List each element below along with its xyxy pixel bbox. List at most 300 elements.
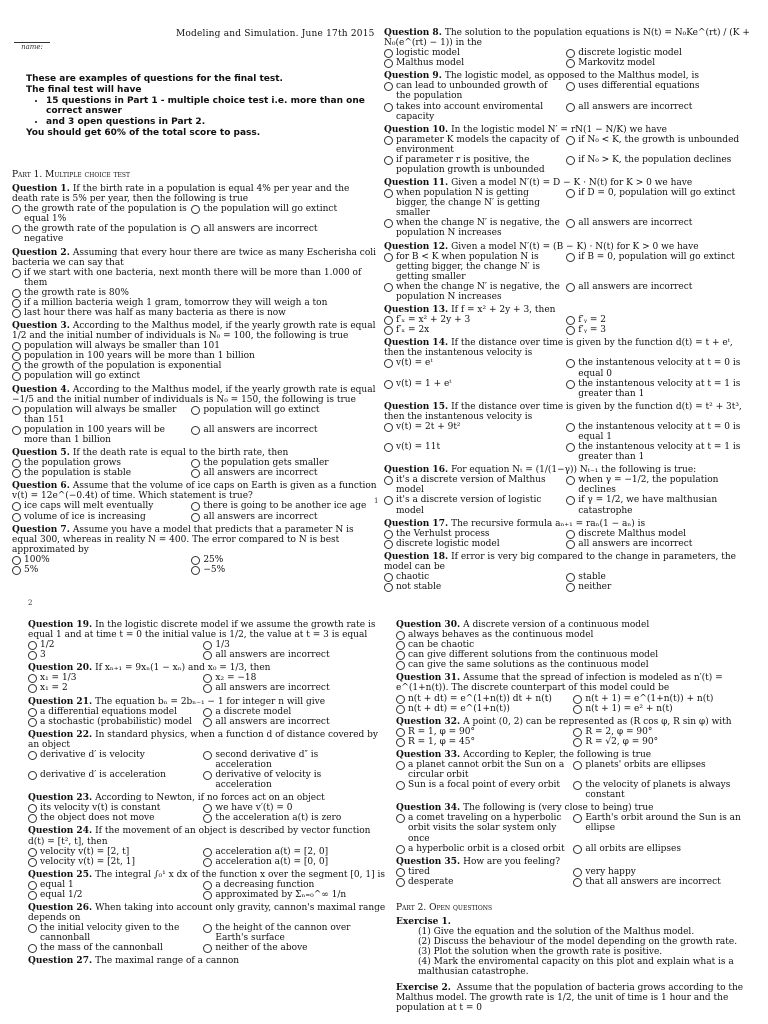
answer-option-label: it's a discrete version of logistic model [396, 495, 542, 516]
question-text: If f = x² + 2y + 3, then [451, 305, 556, 316]
answer-option[interactable] [191, 468, 367, 478]
answer-option[interactable] [566, 475, 745, 495]
question-number: Question 31. [396, 673, 461, 684]
radio-circle-icon[interactable] [203, 814, 212, 823]
answer-option[interactable] [12, 351, 372, 361]
answer-option[interactable] [203, 750, 375, 770]
radio-circle-icon[interactable] [396, 695, 405, 704]
radio-circle-icon[interactable] [396, 641, 405, 650]
answer-option[interactable] [566, 218, 745, 238]
radio-circle-icon[interactable] [12, 426, 21, 435]
answer-option[interactable] [573, 867, 747, 877]
radio-circle-icon[interactable] [203, 651, 212, 660]
radio-circle-icon[interactable] [566, 326, 575, 335]
answer-option[interactable] [12, 298, 372, 308]
radio-circle-icon[interactable] [28, 718, 37, 727]
radio-circle-icon[interactable] [203, 771, 212, 780]
page1-right-column [384, 28, 756, 595]
radio-circle-icon[interactable] [28, 944, 37, 953]
radio-circle-icon[interactable] [566, 476, 575, 485]
answer-option[interactable] [12, 371, 372, 381]
radio-circle-icon[interactable] [396, 631, 405, 640]
answer-option[interactable] [384, 48, 563, 58]
answer-option[interactable] [384, 58, 563, 68]
answer-option[interactable] [384, 475, 563, 495]
answer-option[interactable] [396, 844, 570, 854]
radio-circle-icon[interactable] [28, 848, 37, 857]
answer-option-label: n(t + 1) = e² + n(t) [585, 703, 673, 714]
answer-option-label: population in 100 years will be more than 1 billion [24, 424, 165, 445]
radio-circle-icon[interactable] [566, 496, 575, 505]
answer-option[interactable] [203, 650, 375, 660]
radio-circle-icon[interactable] [191, 426, 200, 435]
question-14 [384, 338, 756, 398]
answer-option-label: n(t + 1) = e^(1+n(t)) + n(t) [585, 693, 714, 704]
answer-option[interactable] [384, 102, 563, 122]
question-text: In the logistic model N′ = rN(1 − N/K) we have [451, 124, 667, 135]
radio-circle-icon[interactable] [566, 316, 575, 325]
radio-circle-icon[interactable] [396, 781, 405, 790]
radio-circle-icon[interactable] [12, 502, 21, 511]
answer-option-label: f′ₓ = x² + 2y + 3 [396, 315, 471, 326]
answer-option[interactable] [573, 877, 747, 887]
intro-bullet: • 15 questions in Part 1 - multiple choice test i.e. more than one correct answer [46, 96, 378, 118]
radio-circle-icon[interactable] [191, 459, 200, 468]
radio-circle-icon[interactable] [191, 205, 200, 214]
radio-circle-icon[interactable] [384, 136, 393, 145]
answer-option[interactable] [566, 135, 745, 155]
answer-option[interactable] [203, 770, 375, 790]
answer-option-label: the population gets smaller [203, 458, 329, 469]
question-text: If the birth rate in a population is equal 4% per year and the death rate is 5% per year, then the following is true [12, 184, 350, 205]
radio-circle-icon[interactable] [384, 59, 393, 68]
question-text: Assume that the spread of infection is modeled as n′(t) = e^(1+n(t)). The discrete counterpart of this model could be [396, 673, 723, 694]
answer-option-label: the population will go extinct [203, 204, 338, 215]
answer-option[interactable] [566, 315, 745, 325]
radio-circle-icon[interactable] [566, 49, 575, 58]
radio-circle-icon[interactable] [12, 362, 21, 371]
radio-circle-icon[interactable] [28, 881, 37, 890]
radio-circle-icon[interactable] [573, 738, 582, 747]
answer-option[interactable] [566, 282, 745, 302]
radio-circle-icon[interactable] [203, 858, 212, 867]
radio-circle-icon[interactable] [566, 103, 575, 112]
radio-circle-icon[interactable] [28, 651, 37, 660]
radio-circle-icon[interactable] [28, 814, 37, 823]
question-number: Question 3. [12, 321, 70, 332]
answer-option[interactable] [566, 48, 745, 58]
radio-circle-icon[interactable] [384, 496, 393, 505]
answer-option-label: if a million bacteria weigh 1 gram, tomorrow they will weigh a ton [24, 297, 328, 308]
radio-circle-icon[interactable] [203, 891, 212, 900]
radio-circle-icon[interactable] [12, 299, 21, 308]
radio-circle-icon[interactable] [28, 674, 37, 683]
radio-circle-icon[interactable] [573, 705, 582, 714]
answer-option-label: all answers are incorrect [215, 716, 330, 727]
radio-circle-icon[interactable] [566, 423, 575, 432]
answer-option[interactable] [28, 673, 200, 683]
answer-option[interactable] [396, 737, 570, 747]
radio-circle-icon[interactable] [396, 868, 405, 877]
radio-circle-icon[interactable] [191, 406, 200, 415]
answer-option[interactable] [566, 379, 745, 399]
radio-circle-icon[interactable] [573, 781, 582, 790]
answer-option[interactable] [573, 737, 747, 747]
answer-option[interactable] [384, 218, 563, 238]
answer-option[interactable] [384, 442, 563, 462]
answer-option-label: can give the same solutions as the continuous model [408, 660, 649, 671]
answer-option[interactable] [28, 813, 200, 823]
radio-circle-icon[interactable] [566, 253, 575, 262]
answer-option[interactable] [203, 890, 375, 900]
answer-option[interactable] [573, 694, 747, 704]
answer-option-label: population will always be smaller than 101 [24, 341, 220, 352]
radio-circle-icon[interactable] [203, 804, 212, 813]
answer-option[interactable] [12, 268, 372, 288]
answer-option-label: Sun is a focal point of every orbit [408, 780, 561, 791]
radio-circle-icon[interactable] [191, 225, 200, 234]
answer-option-label: chaotic [396, 571, 430, 582]
answer-option-label: acceleration a(t) = [0, 0] [215, 856, 329, 867]
page2-left-column [28, 620, 386, 970]
radio-circle-icon[interactable] [573, 868, 582, 877]
radio-circle-icon[interactable] [12, 289, 21, 298]
radio-circle-icon[interactable] [396, 845, 405, 854]
answer-option[interactable] [191, 405, 367, 425]
radio-circle-icon[interactable] [384, 443, 393, 452]
radio-circle-icon[interactable] [566, 359, 575, 368]
answer-option[interactable] [573, 704, 747, 714]
answer-option-label: stable [578, 571, 606, 582]
page-header-title: Modeling and Simulation. June 17th 2015 [176, 29, 375, 39]
radio-circle-icon[interactable] [384, 49, 393, 58]
radio-circle-icon[interactable] [566, 219, 575, 228]
answer-option[interactable] [203, 717, 375, 727]
radio-circle-icon[interactable] [566, 283, 575, 292]
radio-circle-icon[interactable] [384, 82, 393, 91]
question-number: Question 32. [396, 716, 461, 727]
radio-circle-icon[interactable] [566, 380, 575, 389]
radio-circle-icon[interactable] [203, 881, 212, 890]
answer-option[interactable] [28, 640, 200, 650]
answer-options [396, 760, 758, 800]
radio-circle-icon[interactable] [384, 219, 393, 228]
answer-option[interactable] [28, 943, 200, 953]
radio-circle-icon[interactable] [12, 205, 21, 214]
question-25 [28, 870, 386, 900]
radio-circle-icon[interactable] [384, 326, 393, 335]
radio-circle-icon[interactable] [384, 476, 393, 485]
radio-circle-icon[interactable] [396, 738, 405, 747]
answer-option[interactable] [28, 803, 200, 813]
radio-circle-icon[interactable] [12, 309, 21, 318]
radio-circle-icon[interactable] [396, 878, 405, 887]
answer-option-label: population in 100 years will be more than 1 billion [24, 351, 255, 362]
radio-circle-icon[interactable] [203, 944, 212, 953]
answer-option[interactable] [203, 673, 375, 683]
radio-circle-icon[interactable] [566, 59, 575, 68]
radio-circle-icon[interactable] [28, 771, 37, 780]
answer-option-label: a stochastic (probabilistic) model [40, 716, 193, 727]
radio-circle-icon[interactable] [203, 674, 212, 683]
answer-option[interactable] [12, 468, 188, 478]
radio-circle-icon[interactable] [573, 761, 582, 770]
radio-circle-icon[interactable] [384, 423, 393, 432]
answer-option[interactable] [12, 361, 372, 371]
answer-option-label: if D = 0, population will go extinct [578, 188, 736, 199]
answer-option[interactable] [566, 188, 745, 218]
answer-option[interactable] [12, 405, 188, 425]
answer-option[interactable] [203, 683, 375, 693]
radio-circle-icon[interactable] [396, 661, 405, 670]
answer-option[interactable] [28, 717, 200, 727]
answer-option-label: the growth of the population is exponential [24, 361, 222, 372]
answer-option[interactable] [28, 923, 200, 943]
radio-circle-icon[interactable] [396, 814, 405, 823]
question-text: Assume that the volume of ice caps on Earth is given as a function v(t) = 12e^(−0.4t) of time. Which statement is true? [12, 481, 377, 502]
question-30 [396, 620, 758, 670]
radio-circle-icon[interactable] [573, 814, 582, 823]
question-27 [28, 956, 386, 966]
answer-option[interactable] [12, 224, 188, 244]
answer-option[interactable] [384, 282, 563, 302]
radio-circle-icon[interactable] [28, 804, 37, 813]
answer-option[interactable] [28, 707, 200, 717]
answer-option[interactable] [573, 844, 747, 854]
radio-circle-icon[interactable] [12, 225, 21, 234]
answer-option-label: Malthus model [396, 58, 465, 69]
answer-option[interactable] [191, 224, 367, 244]
radio-circle-icon[interactable] [203, 848, 212, 857]
radio-circle-icon[interactable] [396, 761, 405, 770]
radio-circle-icon[interactable] [12, 372, 21, 381]
radio-circle-icon[interactable] [28, 751, 37, 760]
answer-option[interactable] [191, 458, 367, 468]
answer-option[interactable] [203, 847, 375, 857]
radio-circle-icon[interactable] [203, 684, 212, 693]
answer-option[interactable] [566, 252, 745, 282]
radio-circle-icon[interactable] [28, 641, 37, 650]
radio-circle-icon[interactable] [384, 103, 393, 112]
radio-circle-icon[interactable] [573, 728, 582, 737]
answer-option[interactable] [384, 325, 563, 335]
question-number: Question 33. [396, 749, 461, 760]
answer-option[interactable] [203, 813, 375, 823]
question-number: Question 8. [384, 28, 442, 38]
answer-option[interactable] [28, 650, 200, 660]
radio-circle-icon[interactable] [566, 156, 575, 165]
answer-option[interactable] [396, 660, 752, 670]
radio-circle-icon[interactable] [203, 708, 212, 717]
radio-circle-icon[interactable] [12, 269, 21, 278]
answer-option[interactable] [396, 813, 570, 843]
radio-circle-icon[interactable] [384, 189, 393, 198]
radio-circle-icon[interactable] [28, 684, 37, 693]
answer-option[interactable] [396, 640, 752, 650]
radio-circle-icon[interactable] [12, 342, 21, 351]
radio-circle-icon[interactable] [384, 359, 393, 368]
intro-block [26, 74, 378, 139]
answer-option[interactable] [573, 760, 747, 780]
radio-circle-icon[interactable] [203, 924, 212, 933]
radio-circle-icon[interactable] [28, 858, 37, 867]
question-9 [384, 71, 756, 121]
radio-circle-icon[interactable] [28, 891, 37, 900]
answer-option[interactable] [203, 803, 375, 813]
answer-option-label: parameter K models the capacity of environment [396, 134, 560, 155]
answer-option[interactable] [203, 880, 375, 890]
answer-option[interactable] [203, 943, 375, 953]
answer-option[interactable] [566, 442, 745, 462]
answer-option[interactable] [396, 780, 570, 800]
question-number: Question 7. [12, 524, 70, 535]
answer-option[interactable] [384, 422, 563, 442]
answer-option[interactable] [384, 358, 563, 378]
answer-option[interactable] [203, 857, 375, 867]
page-number-2: 2 [28, 599, 33, 607]
answer-option[interactable] [203, 923, 375, 943]
question-text: If xₙ₊₁ = 9xₙ(1 − xₙ) and x₀ = 1/3, then [95, 663, 271, 674]
answer-option[interactable] [396, 704, 570, 714]
answer-options [396, 630, 758, 670]
radio-circle-icon[interactable] [384, 253, 393, 262]
answer-option[interactable] [566, 102, 745, 122]
answer-option[interactable] [384, 379, 563, 399]
question-number: Question 26. [28, 903, 93, 914]
answer-option[interactable] [384, 155, 563, 175]
question-text: The following is (very close to being) true [463, 803, 654, 814]
answer-option[interactable] [191, 501, 367, 511]
answer-options [12, 204, 378, 244]
radio-circle-icon[interactable] [28, 924, 37, 933]
question-text: The integral ∫₀¹ x dx of the function x over the segment [0, 1] is [95, 869, 385, 880]
answer-option[interactable] [203, 707, 375, 717]
answer-option[interactable] [384, 252, 563, 282]
answer-option[interactable] [396, 760, 570, 780]
question-number: Question 24. [28, 826, 93, 837]
radio-circle-icon[interactable] [396, 728, 405, 737]
question-text: When taking into account only gravity, cannon's maximal range depends on [28, 903, 386, 924]
answer-option-label: equal 1 [40, 879, 74, 890]
answer-option[interactable] [28, 683, 200, 693]
answer-option[interactable] [28, 857, 200, 867]
radio-circle-icon[interactable] [566, 82, 575, 91]
answer-option[interactable] [396, 877, 570, 887]
answer-option[interactable] [384, 315, 563, 325]
radio-circle-icon[interactable] [12, 352, 21, 361]
answer-option[interactable] [573, 780, 747, 800]
answer-option[interactable] [12, 204, 188, 224]
radio-circle-icon[interactable] [396, 651, 405, 660]
answer-option[interactable] [384, 81, 563, 101]
radio-circle-icon[interactable] [384, 283, 393, 292]
question-text: Assuming that every hour there are twice as many Escherisha coli bacteria we can say that [12, 247, 376, 268]
answer-option[interactable] [28, 847, 200, 857]
question-number: Question 35. [396, 856, 461, 867]
radio-circle-icon[interactable] [203, 641, 212, 650]
answer-option-label: the velocity of planets is always constant [585, 780, 731, 801]
question-1 [12, 184, 378, 244]
answer-option-label: a hyperbolic orbit is a closed orbit [408, 843, 565, 854]
answer-option[interactable] [396, 630, 752, 640]
radio-circle-icon[interactable] [203, 751, 212, 760]
answer-option[interactable] [566, 422, 745, 442]
radio-circle-icon[interactable] [191, 469, 200, 478]
answer-option[interactable] [28, 770, 200, 790]
answer-option-label: the instantenous velocity at t = 0 is equal 1 [578, 421, 741, 442]
radio-circle-icon[interactable] [203, 718, 212, 727]
answer-option[interactable] [396, 650, 752, 660]
radio-circle-icon[interactable] [573, 878, 582, 887]
answer-option[interactable] [566, 155, 745, 175]
radio-circle-icon[interactable] [12, 459, 21, 468]
radio-circle-icon[interactable] [573, 695, 582, 704]
answer-option[interactable] [396, 727, 570, 737]
answer-option[interactable] [28, 750, 200, 770]
answer-option[interactable] [12, 341, 372, 351]
question-text: The solution to the population equations is N(t) = N₀Ke^(rt) / (K + N₀(e^(rt) − 1)) in the [384, 28, 750, 49]
radio-circle-icon[interactable] [566, 443, 575, 452]
radio-circle-icon[interactable] [566, 189, 575, 198]
answer-option-label: v(t) = 1 + eᵗ [396, 378, 452, 389]
answer-option[interactable] [28, 880, 200, 890]
question-number: Question 22. [28, 729, 93, 740]
radio-circle-icon[interactable] [384, 316, 393, 325]
answer-option[interactable] [573, 813, 747, 843]
answer-options [384, 135, 756, 175]
exercise-1-item: (1) Give the equation and the solution of the Malthus model. [418, 927, 695, 938]
answer-option[interactable] [12, 501, 188, 511]
radio-circle-icon[interactable] [566, 136, 575, 145]
radio-circle-icon[interactable] [573, 845, 582, 854]
answer-option[interactable] [566, 358, 745, 378]
question-34 [396, 803, 758, 853]
radio-circle-icon[interactable] [12, 406, 21, 415]
answer-option[interactable] [384, 188, 563, 218]
answer-option[interactable] [12, 458, 188, 468]
answer-option[interactable] [191, 204, 367, 224]
answer-option[interactable] [396, 867, 570, 877]
radio-circle-icon[interactable] [384, 380, 393, 389]
radio-circle-icon[interactable] [191, 502, 200, 511]
answer-option[interactable] [573, 727, 747, 737]
answer-option-label: the instantenous velocity at t = 1 is greater than 1 [578, 442, 741, 463]
question-number: Question 27. [28, 956, 93, 967]
answer-option-label: all answers are incorrect [578, 218, 693, 229]
answer-option[interactable] [566, 81, 745, 101]
answer-option[interactable] [203, 640, 375, 650]
answer-option[interactable] [384, 135, 563, 155]
answer-option[interactable] [191, 425, 367, 445]
radio-circle-icon[interactable] [384, 156, 393, 165]
answer-option[interactable] [12, 425, 188, 445]
answer-option-label: a differential equations model [40, 706, 177, 717]
radio-circle-icon[interactable] [12, 469, 21, 478]
question-23 [28, 793, 386, 823]
radio-circle-icon[interactable] [28, 708, 37, 717]
answer-option[interactable] [396, 694, 570, 704]
answer-option-label: if N₀ > K, the population declines [578, 154, 732, 165]
answer-options [396, 867, 758, 887]
answer-option-label: the growth rate is 80% [24, 287, 129, 298]
radio-circle-icon[interactable] [396, 705, 405, 714]
answer-option[interactable] [12, 288, 372, 298]
answer-option[interactable] [566, 325, 745, 335]
answer-option[interactable] [566, 58, 745, 68]
name-field-label: name: [14, 42, 50, 52]
answer-option[interactable] [12, 308, 372, 318]
answer-option[interactable] [28, 890, 200, 900]
